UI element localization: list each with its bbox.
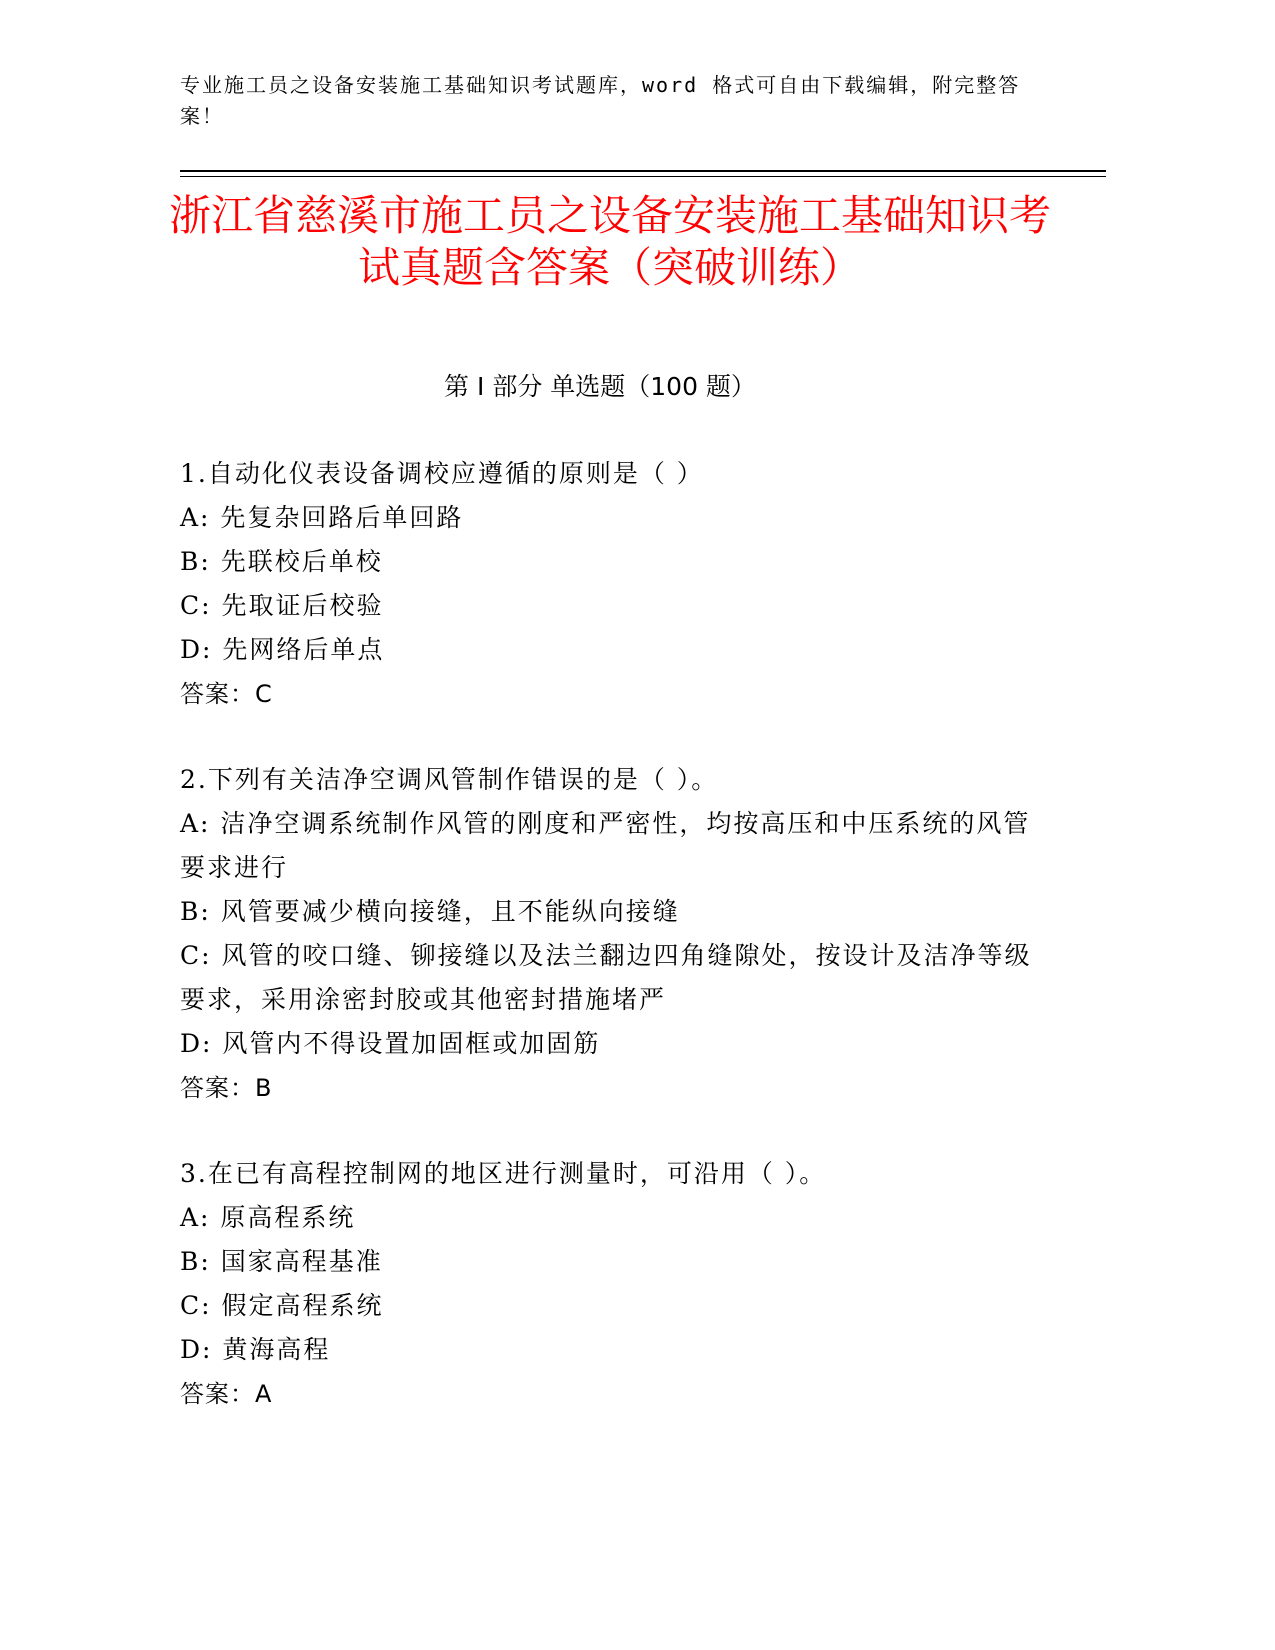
document-title: 浙江省慈溪市施工员之设备安装施工基础知识考试真题含答案（突破训练） — [168, 191, 1051, 292]
header-divider-thick — [180, 170, 1106, 172]
option-d: D: 先网络后单点 — [180, 635, 385, 664]
option-b: B: 风管要减少横向接缝，且不能纵向接缝 — [180, 897, 680, 926]
header-divider-thin — [180, 176, 1106, 177]
section-title: 第 I 部分 单选题（100 题） — [444, 372, 756, 401]
option-c: C: 风管的咬口缝、铆接缝以及法兰翻边四角缝隙处，按设计及洁净等级要求，采用涂密封胶或其他密封措施堵严 — [180, 941, 1032, 1014]
question-1 — [180, 452, 1040, 716]
question-stem: 1.自动化仪表设备调校应遵循的原则是（ ） — [180, 459, 704, 488]
question-list — [180, 452, 1040, 1458]
option-a: A: 洁净空调系统制作风管的刚度和严密性，均按高压和中压系统的风管要求进行 — [180, 809, 1031, 882]
option-d: D: 黄海高程 — [180, 1335, 331, 1364]
option-a: A: 原高程系统 — [180, 1203, 356, 1232]
question-stem: 2.下列有关洁净空调风管制作错误的是（ ）。 — [180, 765, 719, 794]
option-c: C: 先取证后校验 — [180, 591, 384, 620]
answer-line: 答案：A — [180, 1380, 273, 1408]
option-d: D: 风管内不得设置加固框或加固筋 — [180, 1029, 601, 1058]
question-2 — [180, 758, 1040, 1110]
answer-line: 答案：B — [180, 1074, 273, 1102]
question-stem: 3.在已有高程控制网的地区进行测量时，可沿用（ ）。 — [180, 1159, 827, 1188]
option-b: B: 国家高程基准 — [180, 1247, 383, 1276]
option-a: A: 先复杂回路后单回路 — [180, 503, 464, 532]
header-note: 专业施工员之设备安装施工基础知识考试题库，word 格式可自由下载编辑，附完整答案！ — [180, 73, 1021, 128]
option-c: C: 假定高程系统 — [180, 1291, 384, 1320]
option-b: B: 先联校后单校 — [180, 547, 383, 576]
question-3 — [180, 1152, 1040, 1416]
answer-line: 答案：C — [180, 680, 273, 708]
